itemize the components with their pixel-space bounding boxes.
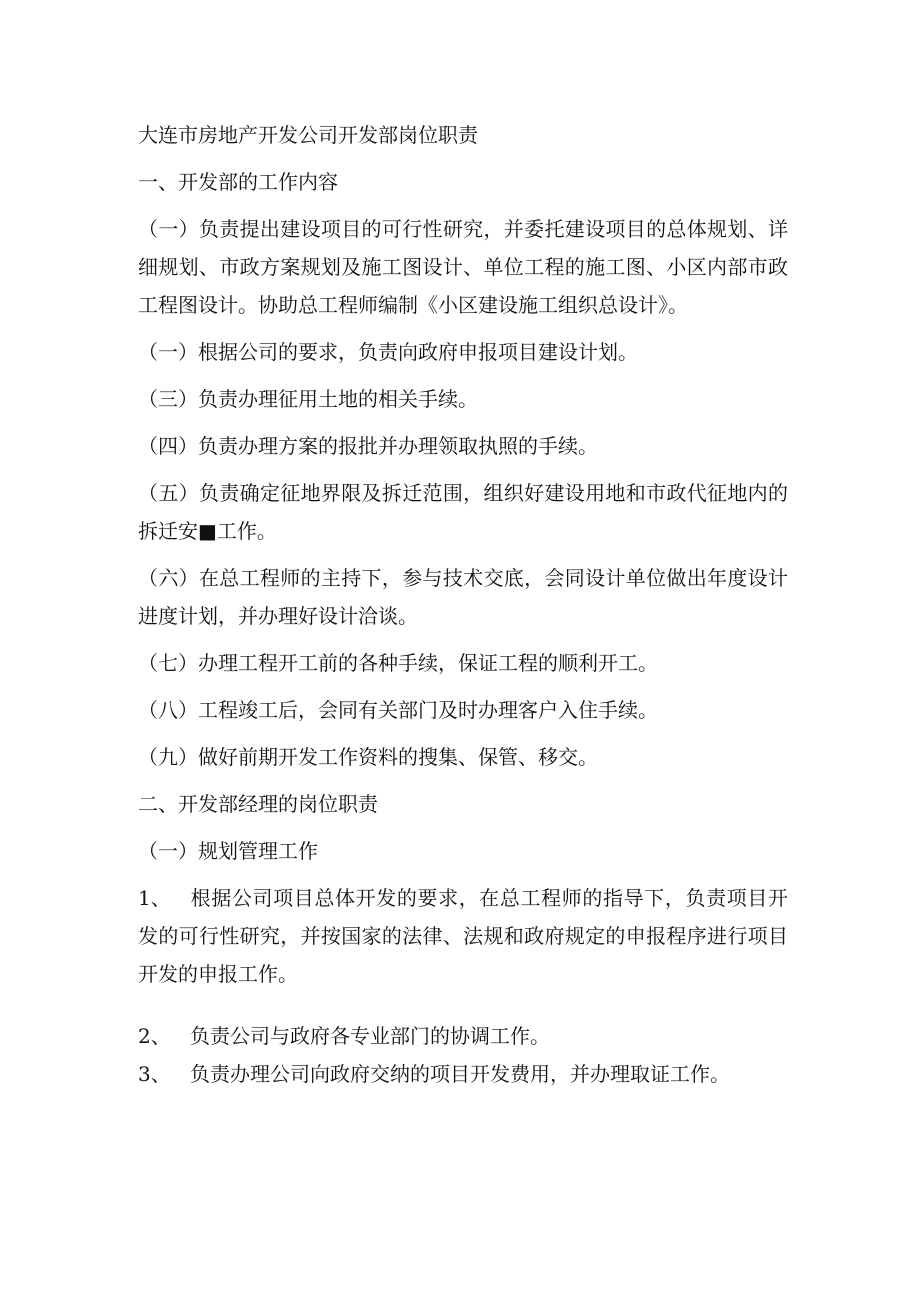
numbered-item <box>138 879 788 993</box>
numbered-item <box>138 1017 788 1055</box>
section-1-item: （三）负责办理征用土地的相关手续。 <box>138 387 478 411</box>
section-1-item: （一）根据公司的要求，负责向政府申报项目建设计划。 <box>138 340 638 364</box>
section-2-heading: 二、开发部经理的岗位职责 <box>138 792 378 816</box>
section-1-item: （八）工程竣工后，会同有关部门及时办理客户入住手续。 <box>138 698 658 722</box>
item-number: 1、 <box>138 886 171 910</box>
document-title: 大连市房地产开发公司开发部岗位职责 <box>138 123 478 147</box>
item-text: 负责办理公司向政府交纳的项目开发费用，并办理取证工作。 <box>190 1062 730 1086</box>
numbered-item <box>138 1055 788 1093</box>
section-1-item: （五）负责确定征地界限及拆迁范围，组织好建设用地和市政代征地内的拆迁安■工作。 <box>138 481 788 543</box>
item-number: 3、 <box>138 1062 171 1086</box>
section-1-heading: 一、开发部的工作内容 <box>138 170 338 194</box>
section-1-item: （七）办理工程开工前的各种手续，保证工程的顺利开工。 <box>138 651 658 675</box>
section-1-item: （四）负责办理方案的报批并办理领取执照的手续。 <box>138 434 598 458</box>
item-text: 根据公司项目总体开发的要求，在总工程师的指导下，负责项目开发的可行性研究，并按国家的法律、法规和政府规定的申报程序进行项目开发的申报工作。 <box>138 886 788 986</box>
item-number: 2、 <box>138 1024 171 1048</box>
section-2-subheading: （一）规划管理工作 <box>138 839 318 863</box>
section-1-item: （九）做好前期开发工作资料的搜集、保管、移交。 <box>138 745 598 769</box>
document-body <box>138 116 788 1093</box>
section-1-item: （一）负责提出建设项目的可行性研究，并委托建设项目的总体规划、详细规划、市政方案规划及施工图设计、单位工程的施工图、小区内部市政工程图设计。协助总工程师编制《小区建设施工组织总设计》。 <box>138 217 788 317</box>
item-text: 负责公司与政府各专业部门的协调工作。 <box>190 1024 550 1048</box>
section-1-item: （六）在总工程师的主持下，参与技术交底，会同设计单位做出年度设计进度计划，并办理好设计洽谈。 <box>138 566 788 628</box>
